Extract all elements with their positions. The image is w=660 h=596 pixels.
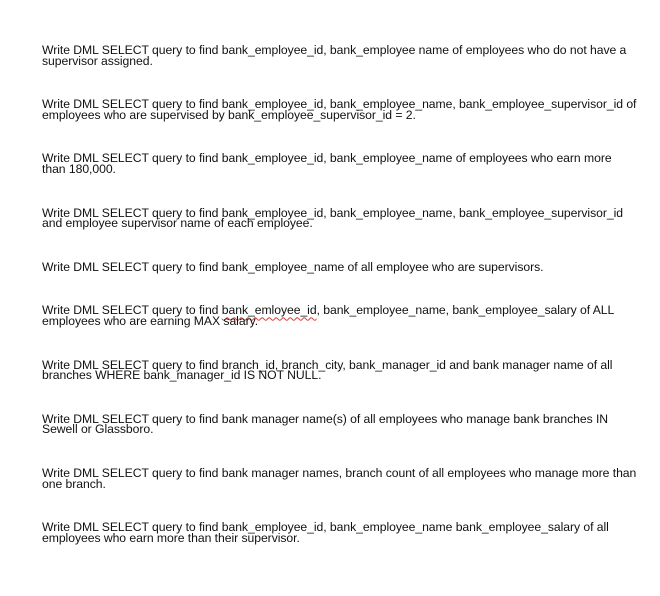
question-10: Write DML SELECT query to find bank_employee_id, bank_employee_name bank_employee_salary of all employees who earn more than their supervisor.	[42, 520, 609, 545]
question-2: Write DML SELECT query to find bank_employee_id, bank_employee_name, bank_employee_supervisor_id of employees who are supervised by bank_employee_supervisor_id = 2.	[42, 97, 637, 122]
question-5: Write DML SELECT query to find bank_employee_name of all employee who are supervisors.	[42, 259, 544, 274]
question-6-after: , bank_employee_name, bank_employee_salary of ALL employees who are earning MAX salary.	[42, 303, 614, 328]
question-3: Write DML SELECT query to find bank_employee_id, bank_employee_name of employees who earn more than 180,000.	[42, 151, 612, 176]
misspelled-word[interactable]: bank_emloyee_id	[221, 303, 317, 318]
question-6-before: Write DML SELECT query to find	[42, 303, 222, 318]
question-6	[42, 305, 637, 326]
question-4: Write DML SELECT query to find bank_employee_id, bank_employee_name, bank_employee_supervisor_id and employee supervisor name of each employee.	[42, 205, 623, 231]
document-body	[42, 45, 637, 543]
question-1: Write DML SELECT query to find bank_employee_id, bank_employee name of employees who do not have a supervisor assigned.	[42, 43, 627, 68]
question-9: Write DML SELECT query to find bank manager names, branch count of all employees who manage more than one branch.	[42, 465, 637, 491]
question-8: Write DML SELECT query to find bank manager name(s) of all employees who manage bank branches IN Sewell or Glassboro.	[42, 411, 609, 437]
question-7: Write DML SELECT query to find branch_id, branch_city, bank_manager_id and bank manager name of all branches WHERE bank_manager_id IS NOT NULL.	[42, 357, 613, 383]
